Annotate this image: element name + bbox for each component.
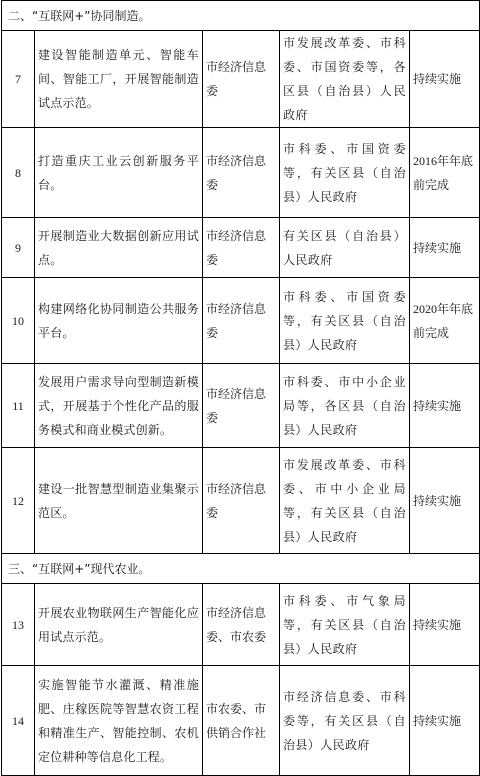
table-row <box>2 666 480 776</box>
row-number: 12 <box>2 448 35 554</box>
section-row-collaborative-manufacturing <box>2 1 480 31</box>
table-row <box>2 128 480 218</box>
lead-department: 市经济信息委、市农委 <box>203 584 280 666</box>
table-row <box>2 364 480 448</box>
timeline: 持续实施 <box>410 584 480 666</box>
row-number: 9 <box>2 218 35 278</box>
lead-department: 市经济信息委 <box>203 218 280 278</box>
timeline: 2020年年底前完成 <box>410 278 480 364</box>
participating-departments: 市经济信息委、市科委等，有关区县（自治县）人民政府 <box>280 666 410 776</box>
lead-department: 市农委、市供销合作社 <box>203 666 280 776</box>
task-description: 建设一批智慧型制造业集聚示范区。 <box>35 448 203 554</box>
table-row <box>2 31 480 128</box>
section-heading: 二、“互联网+”协同制造。 <box>2 1 480 31</box>
table-row <box>2 218 480 278</box>
timeline: 持续实施 <box>410 448 480 554</box>
task-description: 打造重庆工业云创新服务平台。 <box>35 128 203 218</box>
participating-departments: 市科委、市国资委等，有关区县（自治县）人民政府 <box>280 128 410 218</box>
timeline: 持续实施 <box>410 364 480 448</box>
section-heading: 三、“互联网+”现代农业。 <box>2 554 480 584</box>
participating-departments: 有关区县（自治县）人民政府 <box>280 218 410 278</box>
participating-departments: 市科委、市中小企业局等，各区县（自治县）人民政府 <box>280 364 410 448</box>
row-number: 10 <box>2 278 35 364</box>
table-row <box>2 584 480 666</box>
row-number: 11 <box>2 364 35 448</box>
section-row-modern-agriculture <box>2 554 480 584</box>
lead-department: 市经济信息委 <box>203 364 280 448</box>
row-number: 7 <box>2 31 35 128</box>
task-description: 开展制造业大数据创新应用试点。 <box>35 218 203 278</box>
participating-departments: 市科委、市国资委等，有关区县（自治县）人民政府 <box>280 278 410 364</box>
lead-department: 市经济信息委 <box>203 31 280 128</box>
table-row <box>2 278 480 364</box>
row-number: 13 <box>2 584 35 666</box>
row-number: 8 <box>2 128 35 218</box>
table-row <box>2 448 480 554</box>
participating-departments: 市发展改革委、市科委、市中小企业局等，有关区县（自治县）人民政府 <box>280 448 410 554</box>
task-description: 实施智能节水灌溉、精准施肥、庄稼医院等智慧农资工程和精准生产、智能控制、农机定位耕种等信息化工程。 <box>35 666 203 776</box>
lead-department: 市经济信息委 <box>203 448 280 554</box>
task-description: 建设智能制造单元、智能车间、智能工厂，开展智能制造试点示范。 <box>35 31 203 128</box>
timeline: 持续实施 <box>410 31 480 128</box>
timeline: 持续实施 <box>410 218 480 278</box>
participating-departments: 市发展改革委、市科委、市国资委等，各区县（自治县）人民政府 <box>280 31 410 128</box>
lead-department: 市经济信息委 <box>203 278 280 364</box>
lead-department: 市经济信息委 <box>203 128 280 218</box>
participating-departments: 市科委、市气象局等，有关区县（自治县）人民政府 <box>280 584 410 666</box>
task-description: 构建网络化协同制造公共服务平台。 <box>35 278 203 364</box>
timeline: 2016年年底前完成 <box>410 128 480 218</box>
task-description: 开展农业物联网生产智能化应用试点示范。 <box>35 584 203 666</box>
task-table <box>1 0 480 776</box>
task-description: 发展用户需求导向型制造新模式，开展基于个性化产品的服务模式和商业模式创新。 <box>35 364 203 448</box>
row-number: 14 <box>2 666 35 776</box>
timeline: 持续实施 <box>410 666 480 776</box>
